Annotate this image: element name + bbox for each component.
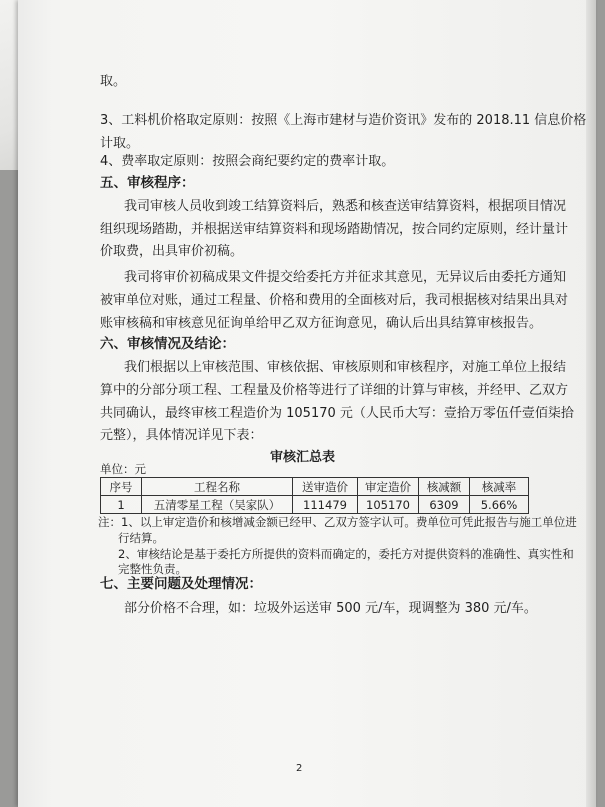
section-heading-5: 五、审核程序： (100, 175, 195, 191)
text-line: 账审核稿和审核意见征询单给甲乙双方征询意见，确认后出具结算审核报告。 (100, 316, 543, 331)
table-cell: 111479 (293, 496, 358, 514)
table-cell: 五清零星工程（吴家队） (142, 496, 293, 514)
text-line: 被审单位对账，通过工程量、价格和费用的全面核对后，我司根据核对结果出具对 (100, 293, 569, 308)
section-heading-7: 七、主要问题及处理情况： (100, 576, 262, 592)
table-row (101, 496, 529, 514)
text-line: 计取。 (100, 136, 140, 151)
table-header-cell: 审定造价 (358, 478, 419, 496)
text-line: 算中的分部分项工程、工程量及价格等进行了详细的计算与审核，并经甲、乙双方 (100, 383, 569, 398)
table-cell: 105170 (358, 496, 419, 514)
table-header-row (101, 478, 529, 496)
table-cell: 1 (101, 496, 142, 514)
text-line: 组织现场踏勘，并根据送审结算资料和现场踏勘情况，按合同约定原则，经计量计 (100, 222, 569, 237)
summary-table (100, 477, 529, 514)
text-line: 部分价格不合理，如：垃圾外运送审 500 元/车，现调整为 380 元/车。 (124, 601, 537, 616)
table-header-cell: 核减率 (470, 478, 529, 496)
table-header-cell: 送审造价 (293, 478, 358, 496)
table-header-cell: 工程名称 (142, 478, 293, 496)
text-line: 4、费率取定原则：按照会商纪要约定的费率计取。 (100, 154, 395, 169)
note-line: 注：1、以上审定造价和核增减金额已经甲、乙双方签字认可。费单位可凭此报告与施工单位进 (98, 515, 577, 529)
page-number: 2 (296, 763, 303, 774)
table-header-cell: 序号 (101, 478, 142, 496)
text-line: 我司将审价初稿成果文件提交给委托方并征求其意见，无异议后由委托方通知 (124, 270, 567, 285)
section-heading-6: 六、审核情况及结论： (100, 336, 235, 352)
table-cell: 6309 (419, 496, 470, 514)
page-edge (586, 0, 596, 807)
text-line: 取。 (100, 74, 127, 89)
note-line: 完整性负责。 (118, 562, 187, 576)
table-title: 审核汇总表 (269, 450, 335, 465)
table-header-cell: 核减额 (419, 478, 470, 496)
note-line: 行结算。 (118, 531, 164, 545)
text-line: 我们根据以上审核范围、审核依据、审核原则和审核程序，对施工单位上报结 (124, 360, 567, 375)
text-line: 我司审核人员收到竣工结算资料后，熟悉和核查送审结算资料，根据项目情况 (124, 199, 567, 214)
text-line: 元整），具体情况详见下表： (100, 428, 263, 443)
text-line: 共同确认，最终审核工程造价为 105170 元（人民币大写：壹拾万零伍仟壹佰柒拾 (100, 406, 574, 421)
text-line: 价取费，出具审价初稿。 (100, 244, 244, 259)
note-line: 2、审核结论是基于委托方所提供的资料而确定的，委托方对提供资料的准确性、真实性和 (118, 547, 574, 561)
table-unit: 单位：元 (100, 462, 146, 476)
text-line: 3、工料机价格取定原则：按照《上海市建材与造价资讯》发布的 2018.11 信息价格 (100, 113, 587, 128)
table-cell: 5.66% (470, 496, 529, 514)
